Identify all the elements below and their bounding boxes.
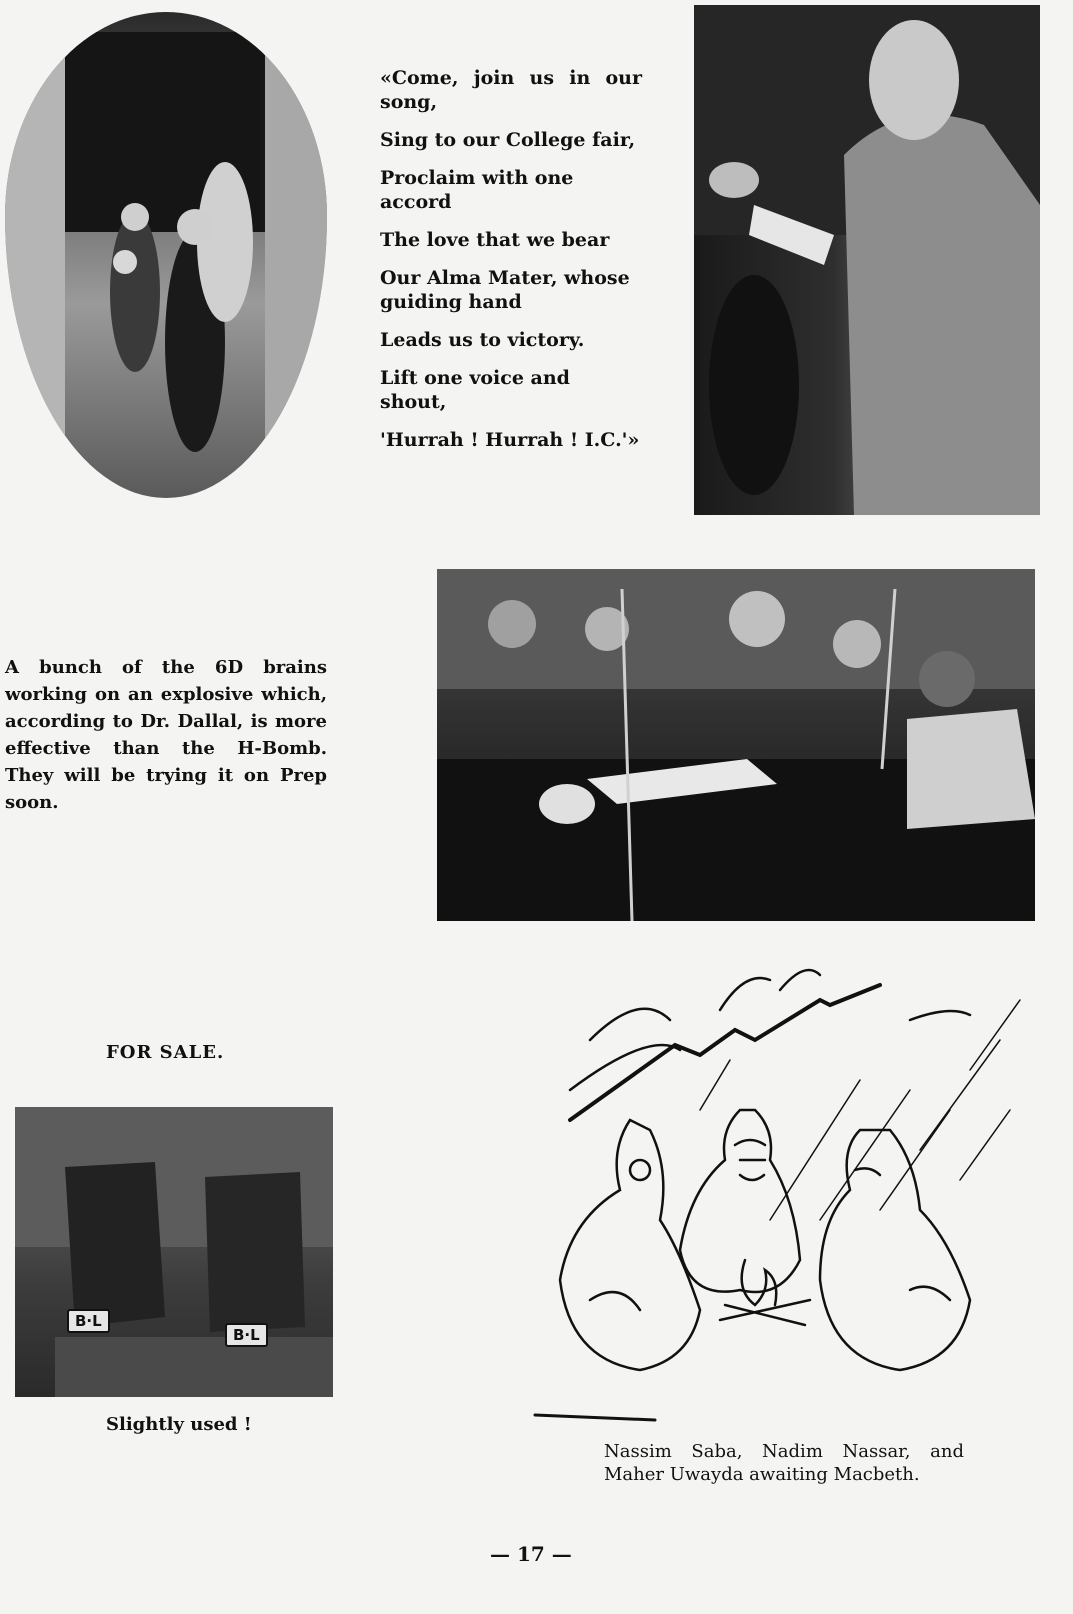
- song-line-8: 'Hurrah ! Hurrah ! I.C.'»: [380, 429, 640, 451]
- photo-lab-students: [437, 569, 1035, 921]
- photo-man-singing: [694, 5, 1040, 515]
- song-line-3: Proclaim with one accord: [380, 167, 574, 213]
- for-sale-heading: FOR SALE.: [106, 1042, 225, 1063]
- scooter-caption: Slightly used !: [106, 1414, 252, 1435]
- license-plate-left: B·L: [67, 1309, 110, 1333]
- page-number: — 17 —: [490, 1542, 572, 1566]
- song-line-2: Sing to our College fair,: [380, 129, 636, 151]
- college-song: [380, 66, 642, 466]
- song-line-6: Leads us to victory.: [380, 329, 585, 351]
- song-line-5: Our Alma Mater, whose guiding hand: [380, 267, 630, 313]
- cartoon-caption: Nassim Saba, Nadim Nassar, and Maher Uwayda awaiting Macbeth.: [604, 1441, 964, 1485]
- song-line-4: The love that we bear: [380, 229, 610, 251]
- license-plate-right: B·L: [225, 1323, 268, 1347]
- cartoon-witches-drawing: [530, 960, 1030, 1430]
- oval-photo-students: [5, 12, 327, 498]
- lab-caption: A bunch of the 6D brains working on an explosive which, according to Dr. Dallal, is more effective than the H-Bomb. They will be trying it on Prep soon.: [5, 657, 327, 813]
- song-line-7: Lift one voice and shout,: [380, 367, 570, 413]
- photo-scooters: [15, 1107, 333, 1397]
- song-line-1: «Come, join us in our song,: [380, 67, 642, 113]
